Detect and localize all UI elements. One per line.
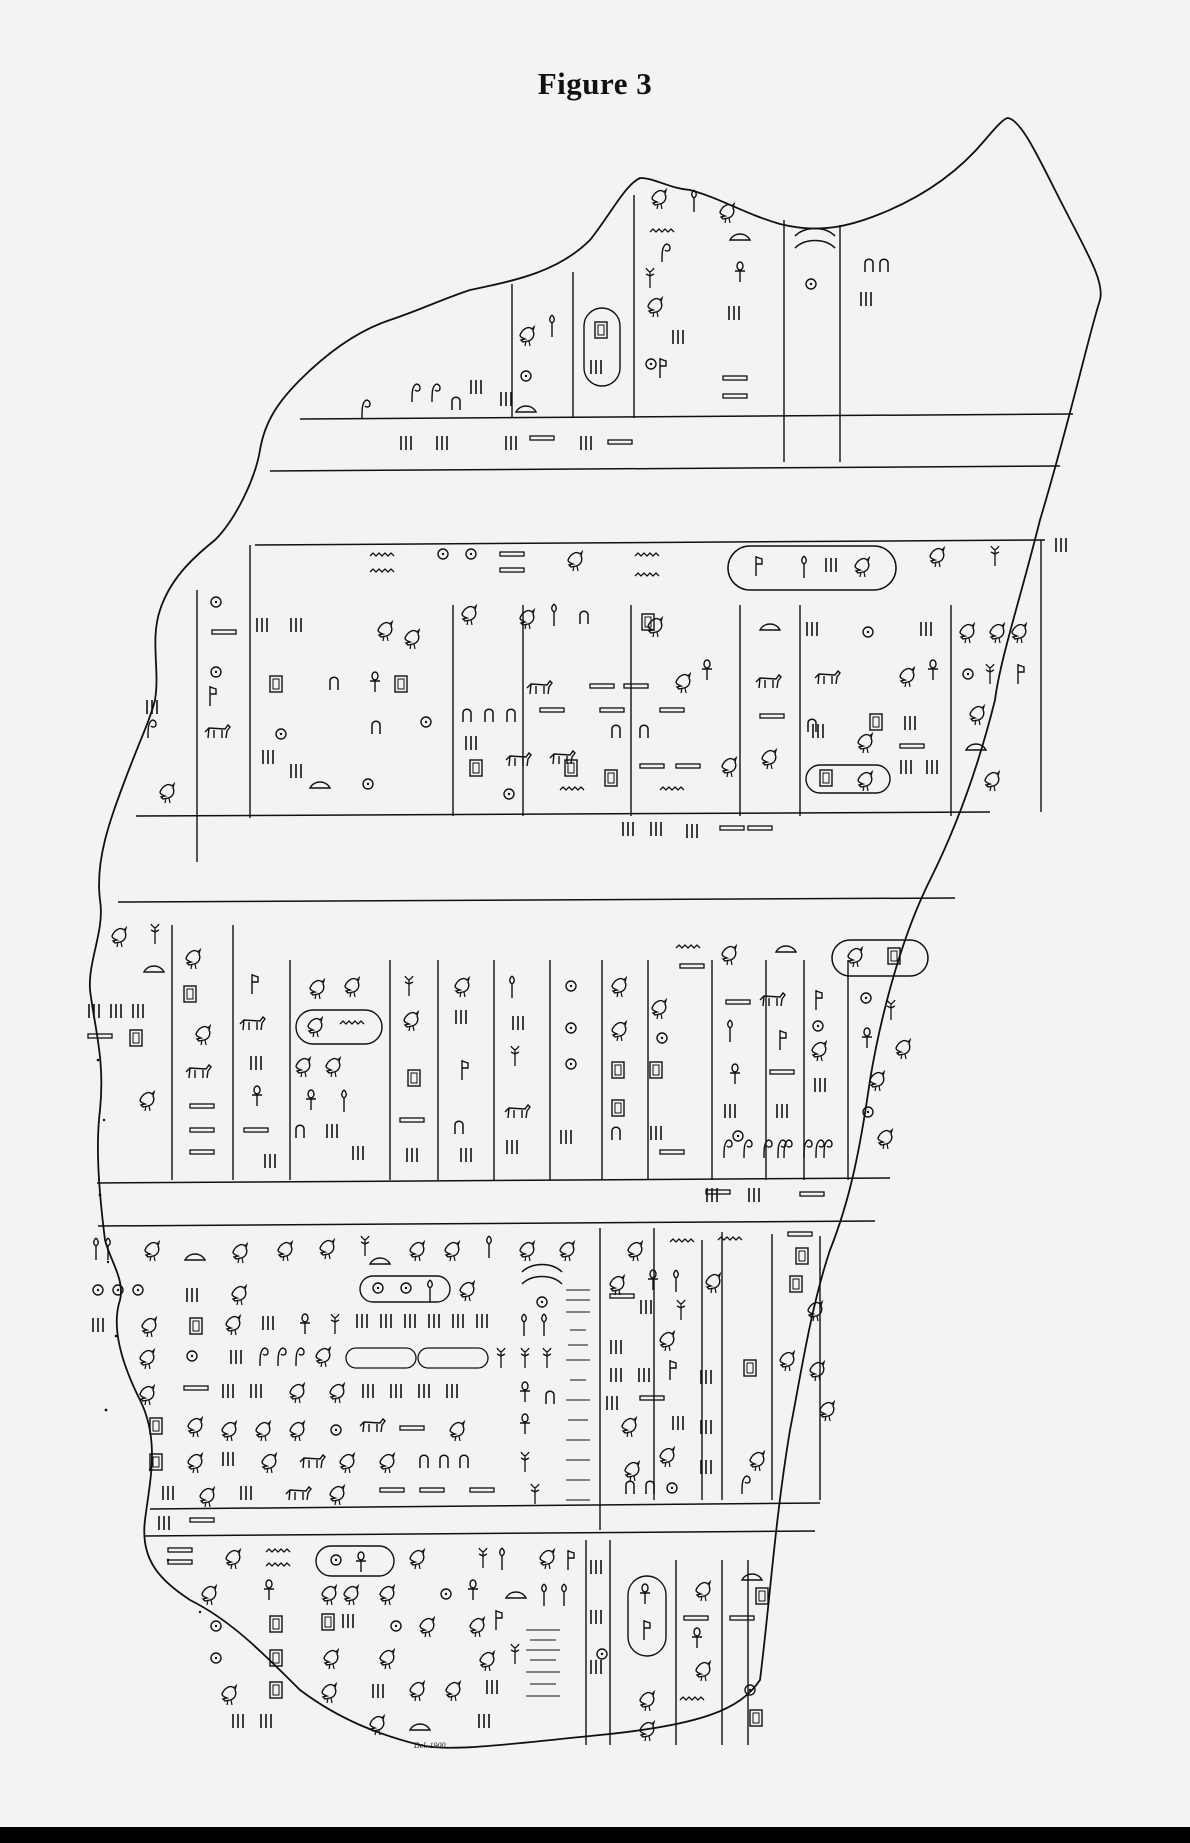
register-dividers <box>97 414 1073 1536</box>
cartouche-icon <box>346 1348 416 1368</box>
stone-edge-pitting <box>97 1059 202 1614</box>
register-3-glyphs <box>88 924 928 1202</box>
register-5-columns <box>586 1540 748 1745</box>
figure-title: Figure 3 <box>537 66 653 101</box>
register-4-damaged-column <box>566 1290 590 1500</box>
register-2-glyphs <box>147 538 1066 838</box>
register-1-columns <box>512 195 840 462</box>
register-5-damaged-area <box>526 1630 560 1696</box>
cartouche-icon <box>806 765 890 793</box>
register-1-glyphs <box>362 190 888 450</box>
scan-bottom-edge <box>0 1827 1190 1843</box>
cartouche-icon <box>316 1546 394 1576</box>
cartouche-icon <box>832 940 928 976</box>
register-5-glyphs <box>168 1546 768 1741</box>
register-4-glyphs <box>93 1232 834 1530</box>
artist-signature: Del. 1900 <box>414 1741 446 1750</box>
cartouche-icon <box>584 308 620 386</box>
register-4-dense-rows <box>93 1314 554 1507</box>
cartouche-icon <box>728 546 896 590</box>
register-4-columns <box>600 1228 820 1530</box>
cartouche-icon <box>418 1348 488 1368</box>
cartouche-icon <box>628 1576 666 1656</box>
